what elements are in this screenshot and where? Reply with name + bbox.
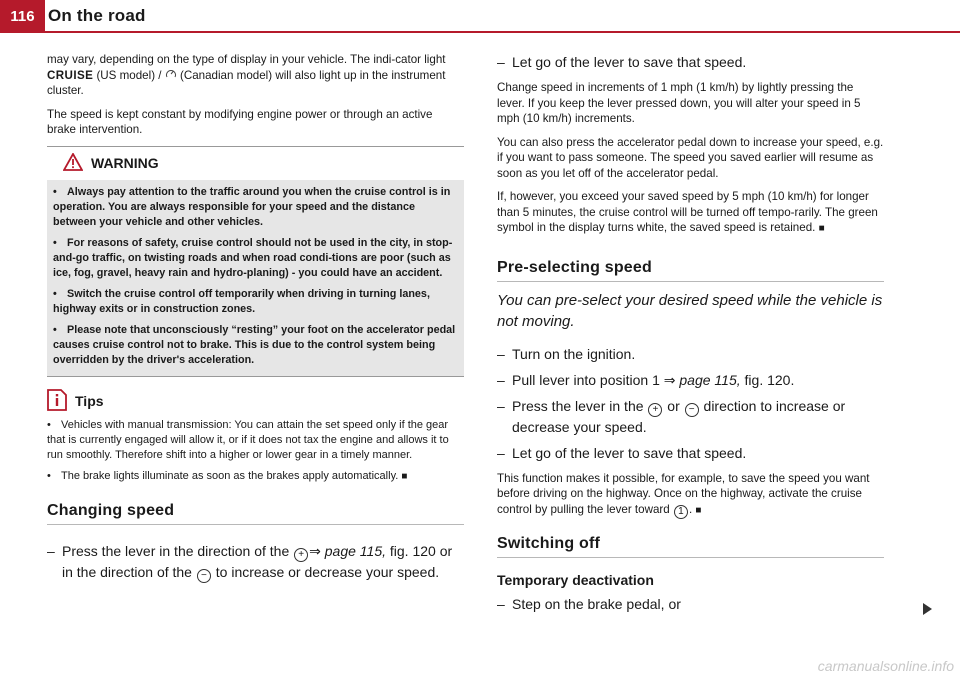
minus-button-icon: − [685, 403, 699, 417]
info-icon [47, 389, 67, 414]
page-header [0, 0, 960, 34]
left-column [47, 52, 464, 589]
plus-button-icon: + [648, 403, 662, 417]
step-item: – Let go of the lever to save that speed. [497, 54, 747, 70]
step-item: – Press the lever in the direction of the + ⇒ page 115, fig. 120 or in the direction of the − to increase or decrease your speed. [47, 542, 453, 581]
warning-box [47, 146, 464, 377]
tips-title: Tips [75, 393, 104, 409]
page-reference-link[interactable]: page 115, [324, 542, 386, 559]
page-reference-link[interactable]: page 115, [679, 371, 741, 388]
tip-item: • The brake lights illuminate as soon as the brakes apply automatically. ■ [47, 469, 408, 482]
warning-item: • Always pay attention to the traffic around you when the cruise control is in operation. You are always responsible for your speed and the distance between your vehicle and other vehicles. [53, 185, 451, 228]
position-one-icon: 1 [674, 505, 688, 519]
section-heading-changing-speed: Changing speed [47, 502, 464, 525]
plus-button-icon: + [294, 548, 308, 562]
paragraph-accelerator: You can also press the accelerator pedal down to increase your speed, e.g. if you want to pass someone. The speed you saved earlier will resume as soon as you let off of the accelerator pedal. [497, 135, 884, 180]
paragraph-indicator: may vary, depending on the type of display in your vehicle. The indi-cator light CRUISE (US model) / (Canadian model) will also light up in the instrument cluster. [47, 53, 446, 97]
section-heading-switching-off: Switching off [497, 535, 884, 558]
warning-item: • For reasons of safety, cruise control should not be used in the city, in stop-and-go traffic, on twisting roads and when road condi-tions are poor (such as ice, fog, gravel, heavy rain and hydro-planing) - you could have an accident. [53, 236, 453, 279]
warning-icon [63, 153, 83, 174]
page-number: 116 [0, 0, 45, 32]
subheading-temporary-deactivation: Temporary deactivation [497, 571, 654, 588]
warning-item: • Switch the cruise control off temporarily when driving in turning lanes, highway exits or in construction zones. [53, 287, 430, 315]
paragraph-exceed: If, however, you exceed your saved speed by 5 mph (10 km/h) for longer than 5 minutes, the cruise control will be turned off tempo-rarily. The green symbol in the display turns white, the saved speed is retained. ■ [497, 190, 878, 234]
step-item: – Turn on the ignition. [497, 345, 636, 362]
right-column [497, 52, 884, 620]
next-page-arrow-icon [923, 603, 932, 615]
tip-item: • Vehicles with manual transmission: You can attain the set speed only if the gear that is currently engaged will allow it, or if it does not tax the engine and allows it to run smoothly. Therefore shift into a higher or lower gear in a timely manner. [47, 418, 449, 461]
section-heading-preselect: Pre-selecting speed [497, 259, 884, 282]
step-item: – Pull lever into position 1 ⇒ page 115, fig. 120. [497, 371, 795, 388]
warning-title: WARNING [91, 155, 159, 171]
paragraph-speed-constant: The speed is kept constant by modifying engine power or through an active brake intervention. [47, 107, 433, 136]
warning-header [47, 147, 464, 180]
minus-button-icon: − [197, 569, 211, 583]
warning-body [47, 180, 464, 376]
end-mark: ■ [695, 504, 702, 516]
tips-header [47, 389, 464, 414]
end-mark: ■ [401, 470, 408, 482]
end-mark: ■ [818, 223, 825, 234]
watermark: carmanualsonline.info [817, 658, 954, 674]
step-item: – Press the lever in the + or − direction to increase or decrease your speed. [497, 397, 846, 435]
canadian-cruise-icon [165, 69, 177, 82]
page-title: On the road [48, 6, 146, 25]
step-item: – Let go of the lever to save that speed. [497, 444, 747, 461]
header-rule [0, 31, 960, 33]
paragraph-increments: Change speed in increments of 1 mph (1 km/h) by lightly pressing the lever. If you keep the lever pressed down, you will alter your speed in 5 mph (10 km/h) increments. [497, 81, 861, 125]
paragraph-preselect-function: This function makes it possible, for example, to save the speed you want before driving on the highway. Once on the highway, activate the cruise control by pulling the lever toward 1 . ■ [497, 471, 870, 517]
preselect-intro: You can pre-select your desired speed while the vehicle is not moving. [497, 291, 883, 330]
warning-item: • Please note that unconsciously “resting” your foot on the accelerator pedal causes cruise control not to brake. This is due to the control system being overridden by the driver's acceleration. [53, 323, 456, 366]
step-item: – Step on the brake pedal, or [497, 595, 681, 612]
cruise-indicator: CRUISE [47, 68, 94, 82]
